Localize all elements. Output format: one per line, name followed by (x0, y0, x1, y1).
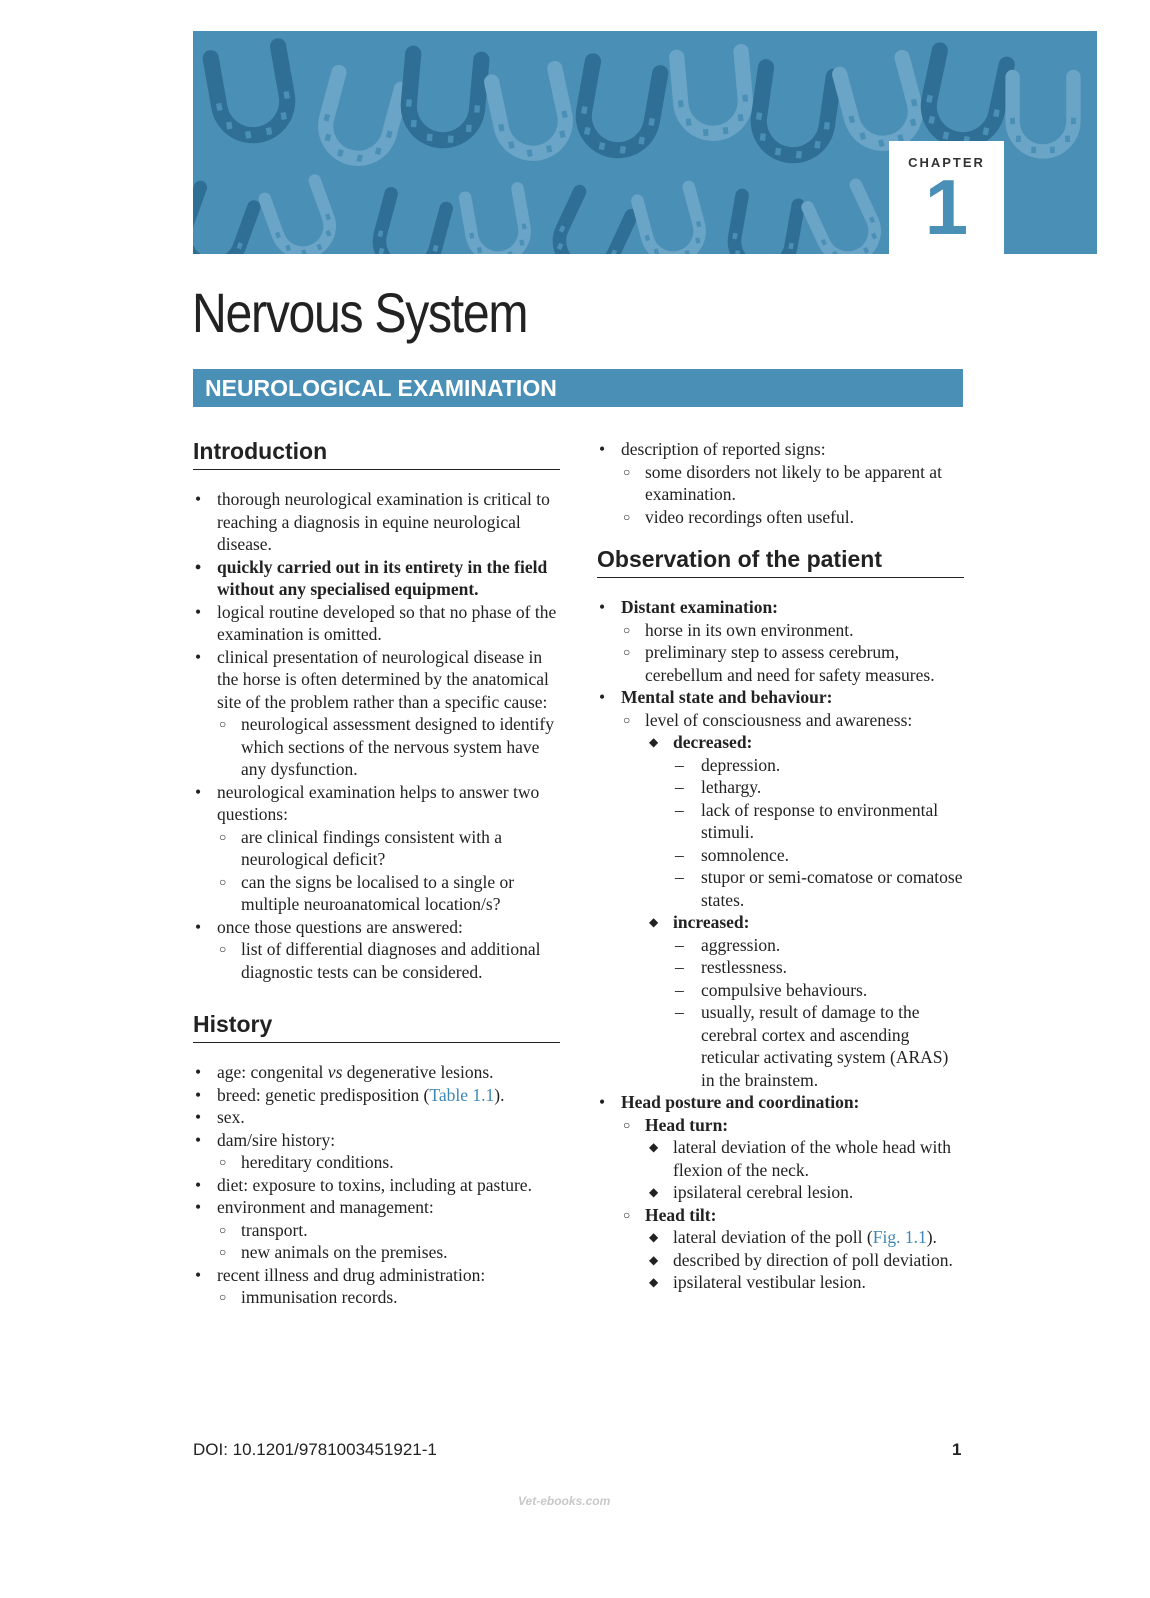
list-item-text: Mental state and behaviour: (621, 687, 833, 707)
age-text: age: congenital (217, 1062, 328, 1082)
list-item (193, 1084, 560, 1107)
dash-item: – usually, result of damage to the cerebral cortex and ascending reticular activating system (ARAS) in the brainstem. (673, 1001, 964, 1091)
list-item-text: Head tilt: (645, 1204, 717, 1225)
page-number: 1 (952, 1440, 962, 1459)
list-item (193, 1129, 560, 1174)
sub-sub-list-item: ◆ ipsilateral cerebral lesion. (645, 1181, 964, 1204)
list-item (193, 646, 560, 781)
chapter-badge (889, 141, 1004, 254)
list-item (193, 1196, 560, 1264)
chapter-number: 1 (924, 163, 969, 251)
dash-item: – aggression. (673, 934, 964, 957)
introduction-heading: Introduction (193, 438, 560, 470)
list-item-text: level of consciousness and awareness: (645, 709, 913, 730)
list-item (597, 438, 964, 528)
list-item (193, 1061, 560, 1084)
sub-list-item (621, 709, 964, 1092)
horseshoe-icon (463, 188, 531, 254)
list-item (597, 596, 964, 686)
list-item: • sex. (193, 1106, 560, 1129)
list-item-text: recent illness and drug administration: (217, 1264, 486, 1285)
dash-item: – depression. (673, 754, 964, 777)
sub-list-item: ○ horse in its own environment. (621, 619, 964, 642)
sub-sub-list-item (645, 911, 964, 1091)
history-heading: History (193, 1011, 560, 1043)
dash-item: – lack of response to environmental stimuli. (673, 799, 964, 844)
list-item: • logical routine developed so that no phase of the examination is omitted. (193, 601, 560, 646)
list-item-text: environment and management: (217, 1197, 434, 1217)
horseshoe-icon (837, 57, 925, 153)
horseshoe-icon (547, 191, 633, 254)
list-item-text: neurological examination helps to answer two questions: (217, 781, 540, 824)
breed-text: breed: genetic predisposition ( (217, 1084, 430, 1105)
sub-list-item: ○ are clinical findings consistent with a neurological deficit? (217, 826, 560, 871)
sub-list-item: ○ transport. (217, 1219, 560, 1242)
horseshoe-icon (575, 61, 663, 158)
list-item-text: description of reported signs: (621, 439, 826, 459)
tilt-text: lateral deviation of the poll ( (673, 1227, 873, 1247)
list-item (597, 1091, 964, 1294)
sub-list-item: ○ neurological assessment designed to identify which sections of the nervous system have any dysfunction. (217, 713, 560, 781)
horseshoe-icon (208, 46, 296, 143)
dash-item: – stupor or semi-comatose or comatose states. (673, 866, 964, 911)
right-column (597, 438, 964, 1294)
horseshoe-icon (316, 72, 404, 168)
sub-sub-list-item: ◆ described by direction of poll deviation. (645, 1249, 964, 1272)
sub-list-item (621, 1204, 964, 1294)
left-column (193, 438, 560, 1309)
list-item-text: increased: (673, 912, 750, 932)
horseshoe-icon (263, 180, 340, 254)
tilt-text-end: ). (926, 1227, 937, 1247)
list-item-text: decreased: (673, 732, 753, 752)
horseshoe-icon (751, 67, 836, 162)
breed-text-end: ). (494, 1084, 505, 1105)
horseshoe-icon (371, 193, 449, 254)
sub-sub-list-item: ◆ lateral deviation of the whole head with flexion of the neck. (645, 1136, 964, 1181)
sub-list-item: ○ hereditary conditions. (217, 1151, 560, 1174)
observation-heading: Observation of the patient (597, 546, 964, 578)
dash-item: – restlessness. (673, 956, 964, 979)
list-item-text: dam/sire history: (217, 1129, 336, 1150)
sub-sub-list-item: ◆ ipsilateral vestibular lesion. (645, 1271, 964, 1294)
list-item: • quickly carried out in its entirety in the field without any specialised equipment. (193, 556, 560, 601)
list-item-text: Head posture and coordination: (621, 1092, 860, 1112)
list-item (597, 686, 964, 1091)
list-item (193, 1264, 560, 1309)
sub-list-item: ○ can the signs be localised to a single or multiple neuroanatomical location/s? (217, 871, 560, 916)
sub-sub-list-item (645, 731, 964, 911)
dash-item: – lethargy. (673, 776, 964, 799)
table-1-1-link[interactable]: Table 1.1 (429, 1084, 495, 1105)
section-heading: NEUROLOGICAL EXAMINATION (193, 369, 963, 407)
horseshoe-icon (806, 184, 886, 254)
sub-list-item: ○ video recordings often useful. (621, 506, 964, 529)
list-item: • diet: exposure to toxins, including at pasture. (193, 1174, 560, 1197)
sub-list-item: ○ new animals on the premises. (217, 1241, 560, 1264)
fig-1-1-link[interactable]: Fig. 1.1 (872, 1227, 927, 1247)
chapter-label: CHAPTER (908, 155, 985, 170)
sub-list-item: ○ some disorders not likely to be apparent at examination. (621, 461, 964, 506)
introduction-list (193, 488, 560, 983)
list-item: • thorough neurological examination is critical to reaching a diagnosis in equine neurological disease. (193, 488, 560, 556)
sub-list-item: ○ list of differential diagnoses and additional diagnostic tests can be considered. (217, 938, 560, 983)
horseshoe-icon (193, 187, 256, 254)
vs-italic: vs (327, 1062, 343, 1082)
watermark: Vet-ebooks.com (518, 1494, 611, 1508)
horseshoe-icon (1010, 77, 1076, 153)
dash-item: – compulsive behaviours. (673, 979, 964, 1002)
list-item-text: once those questions are answered: (217, 916, 463, 937)
horseshoe-icon (403, 53, 484, 145)
list-item (193, 916, 560, 984)
list-item-text: clinical presentation of neurological disease in the horse is often determined by the anatomical site of the problem rather than a specific cause: (217, 646, 549, 712)
list-item-text: Head turn: (645, 1114, 729, 1135)
sub-list-item (621, 1114, 964, 1204)
observation-list (597, 596, 964, 1294)
horseshoe-icon (919, 50, 1009, 149)
age-text-end: degenerative lesions. (342, 1062, 494, 1082)
horseshoe-icon (674, 51, 750, 138)
sub-sub-list-item (645, 1226, 964, 1249)
horseshoe-icon (489, 68, 574, 162)
list-item (193, 781, 560, 916)
reported-signs-list (597, 438, 964, 528)
horseshoe-icon (727, 195, 800, 254)
list-item-text: Distant examination: (621, 597, 779, 617)
chapter-title: Nervous System (192, 281, 528, 344)
doi-footer: DOI: 10.1201/9781003451921-1 (193, 1440, 437, 1459)
horseshoe-icon (635, 186, 708, 254)
sub-list-item: ○ immunisation records. (217, 1286, 560, 1309)
sub-list-item: ○ preliminary step to assess cerebrum, cerebellum and need for safety measures. (621, 641, 964, 686)
history-list (193, 1061, 560, 1309)
dash-item: – somnolence. (673, 844, 964, 867)
